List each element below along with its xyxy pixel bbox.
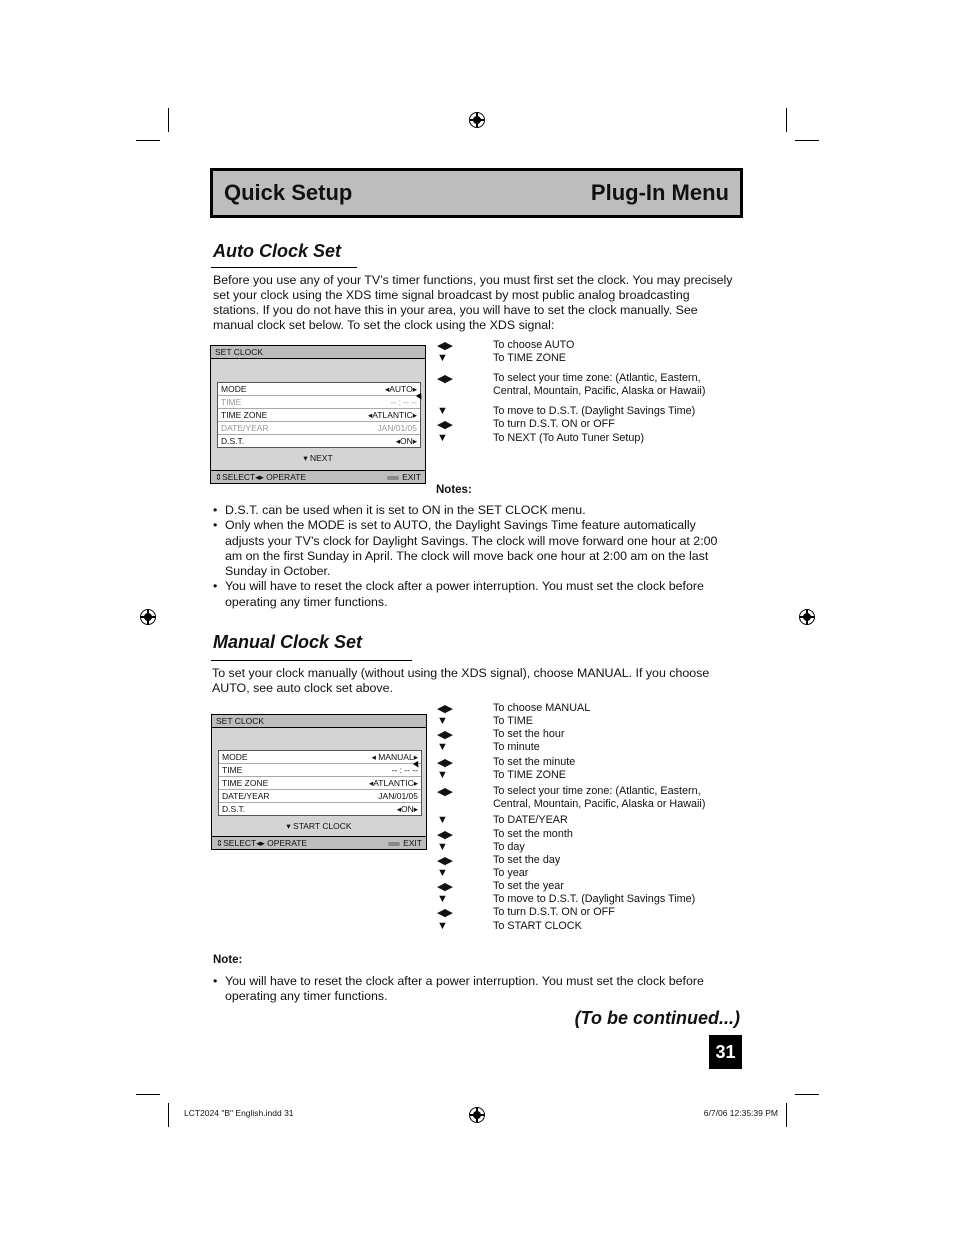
crop-mark xyxy=(786,108,787,132)
registration-mark-icon xyxy=(799,609,815,625)
crop-mark xyxy=(136,1094,160,1095)
osd-row-date-year: DATE/YEAR JAN/01/05 xyxy=(219,790,421,803)
osd-start-clock: ▾ START CLOCK xyxy=(286,821,352,831)
menu-button-icon xyxy=(388,842,400,846)
notes-label: Notes: xyxy=(436,484,472,496)
header-right-title: Plug-In Menu xyxy=(590,180,729,205)
crop-mark xyxy=(168,108,169,132)
slug-date: 6/7/06 12:35:39 PM xyxy=(703,1108,778,1118)
osd-list xyxy=(218,750,422,816)
page-number: 31 xyxy=(709,1035,742,1069)
auto-notes-list xyxy=(213,503,729,610)
osd-row-time-zone: TIME ZONE ◂ATLANTIC▸ xyxy=(219,777,421,790)
registration-mark-icon xyxy=(469,112,485,128)
page-header xyxy=(210,168,743,218)
osd-title: SET CLOCK xyxy=(212,715,426,728)
title-underline xyxy=(211,267,357,268)
osd-row-date-year: DATE/YEAR JAN/01/05 xyxy=(218,422,420,435)
menu-button-icon xyxy=(387,476,399,480)
note-label: Note: xyxy=(213,954,243,966)
osd-row-dst: D.S.T. ◂ON▸ xyxy=(222,804,418,814)
auto-osd-set-clock xyxy=(210,345,426,484)
manual-osd-set-clock xyxy=(211,714,427,850)
crop-mark xyxy=(136,140,160,141)
registration-mark-icon xyxy=(140,609,156,625)
note-item: • You will have to reset the clock after a power interruption. You must set the clock before operating any timer functions. xyxy=(213,579,729,610)
osd-footer: ⇕SELECT◂▸ OPERATE EXIT xyxy=(211,470,425,483)
osd-next: ▾ NEXT xyxy=(303,453,333,463)
manual-notes-list xyxy=(213,974,729,1005)
osd-row-time: TIME -- : -- -- xyxy=(218,396,420,409)
auto-intro: Before you use any of your TV’s timer functions, you must first set the clock. You may precisely set your clock using the XDS time signal broadcast by most public analog broadcasting stations. If you do not have this in your area, you will have to set the clock manually. See manual clock set below. To set the clock using the XDS signal: xyxy=(213,273,733,332)
crop-mark xyxy=(795,1094,819,1095)
osd-row-mode: MODE ◂AUTO▸ xyxy=(218,383,420,396)
to-be-continued: (To be continued...) xyxy=(574,1008,740,1028)
manual-intro: To set your clock manually (without using the XDS signal), choose MANUAL. If you choose AUTO, see auto clock set above. xyxy=(212,666,710,695)
auto-clock-set-title: Auto Clock Set xyxy=(213,241,342,261)
crop-mark xyxy=(795,140,819,141)
registration-mark-icon xyxy=(469,1107,485,1123)
title-underline xyxy=(211,660,412,661)
osd-row-dst: D.S.T. ◂ON▸ xyxy=(221,436,417,446)
osd-row-time-zone: TIME ZONE ◂ATLANTIC▸ xyxy=(218,409,420,422)
note-item: • You will have to reset the clock after a power interruption. You must set the clock before operating any timer functions. xyxy=(213,974,729,1005)
note-item: • D.S.T. can be used when it is set to ON in the SET CLOCK menu. xyxy=(213,503,729,518)
osd-row-time: TIME -- : -- -- xyxy=(219,764,421,777)
note-item: • Only when the MODE is set to AUTO, the Daylight Savings Time feature automatically adjusts your TV’s clock for Daylight Savings. The clock will move forward one hour at 2:00 am on the first Sunday in April. The clock will move back one hour at 2:00 am on the last Sunday in October. xyxy=(213,518,729,579)
osd-list xyxy=(217,382,421,448)
crop-mark xyxy=(786,1103,787,1127)
header-left-title: Quick Setup xyxy=(224,180,353,205)
slug-file: LCT2024 "B" English.indd 31 xyxy=(184,1108,294,1118)
osd-footer: ⇕SELECT◂▸ OPERATE EXIT xyxy=(212,836,426,849)
crop-mark xyxy=(168,1103,169,1127)
manual-clock-set-title: Manual Clock Set xyxy=(213,632,363,652)
osd-title: SET CLOCK xyxy=(211,346,425,359)
osd-row-mode: MODE ◂ MANUAL▸ xyxy=(219,751,421,764)
